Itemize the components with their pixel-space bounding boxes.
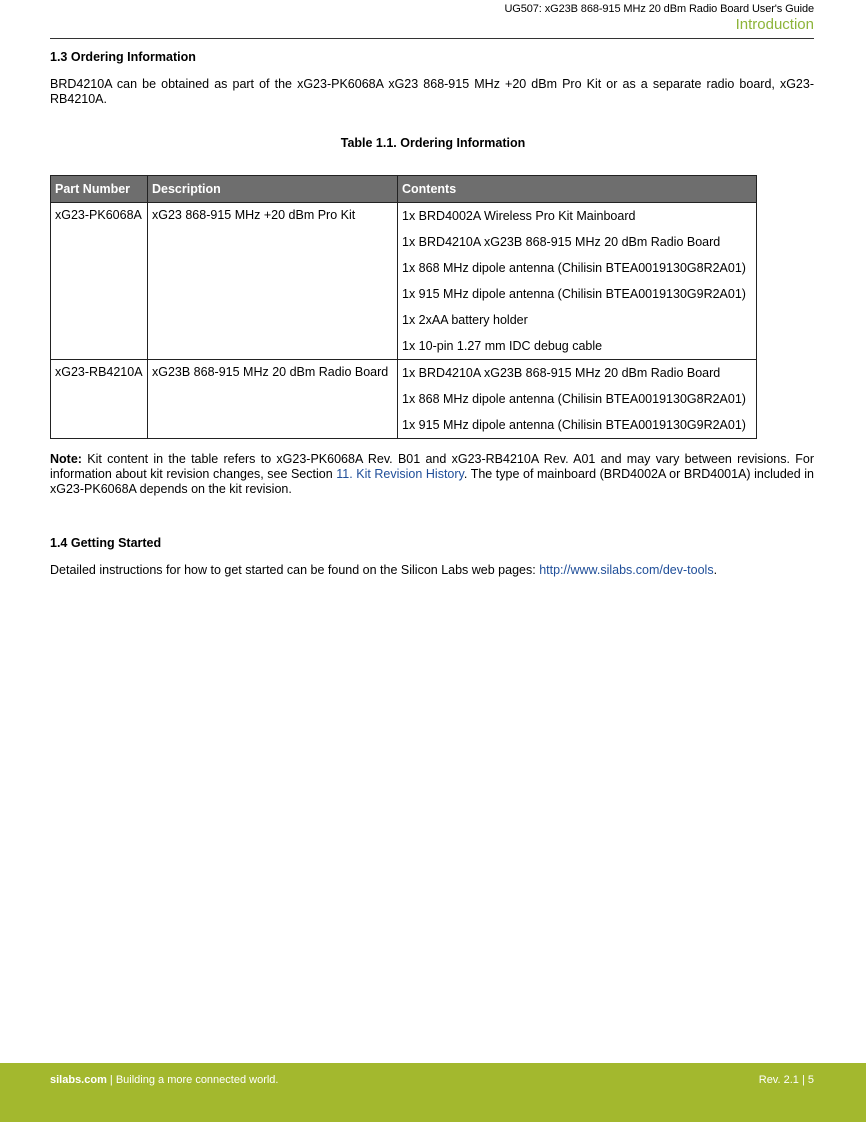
column-header-description: Description bbox=[148, 176, 398, 203]
header-divider bbox=[50, 38, 814, 39]
cell-content-item: 1x 868 MHz dipole antenna (Chilisin BTEA0019130G8R2A01) bbox=[398, 255, 757, 281]
cell-content-item: 1x BRD4210A xG23B 868-915 MHz 20 dBm Radio Board bbox=[398, 229, 757, 255]
table-header-row bbox=[51, 176, 757, 203]
table-row bbox=[51, 203, 757, 230]
note-label: Note: bbox=[50, 452, 82, 466]
cell-content-item: 1x 868 MHz dipole antenna (Chilisin BTEA0019130G8R2A01) bbox=[398, 386, 757, 412]
page-footer bbox=[0, 1063, 866, 1122]
footer-site: silabs.com bbox=[50, 1074, 107, 1086]
cell-content-item: 1x BRD4002A Wireless Pro Kit Mainboard bbox=[398, 203, 757, 230]
cell-description: xG23 868-915 MHz +20 dBm Pro Kit bbox=[148, 203, 398, 360]
note-text: Kit content in the table refers to xG23-PK6068A Rev. B01 and xG23-RB4210A Rev. A01 and may vary between revisions. For information about kit revision changes, see Section bbox=[50, 452, 814, 481]
getting-started-paragraph bbox=[50, 563, 814, 578]
heading-ordering-information: 1.3 Ordering Information bbox=[50, 50, 196, 64]
cell-content-item: 1x BRD4210A xG23B 868-915 MHz 20 dBm Radio Board bbox=[398, 360, 757, 387]
document-title: UG507: xG23B 868-915 MHz 20 dBm Radio Board User's Guide bbox=[504, 3, 814, 15]
footer-tagline: | Building a more connected world. bbox=[106, 1074, 279, 1086]
cell-content-item: 1x 2xAA battery holder bbox=[398, 307, 757, 333]
column-header-contents: Contents bbox=[398, 176, 757, 203]
column-header-part-number: Part Number bbox=[51, 176, 148, 203]
kit-revision-history-link[interactable]: 11. Kit Revision History bbox=[336, 467, 464, 481]
cell-description: xG23B 868-915 MHz 20 dBm Radio Board bbox=[148, 360, 398, 439]
footer-page-info: Rev. 2.1 | 5 bbox=[758, 1074, 814, 1086]
cell-content-item: 1x 915 MHz dipole antenna (Chilisin BTEA0019130G9R2A01) bbox=[398, 412, 757, 439]
ordering-table bbox=[50, 175, 757, 439]
getting-started-text-end: . bbox=[713, 563, 718, 577]
getting-started-text: Detailed instructions for how to get started can be found on the Silicon Labs web pages: bbox=[50, 563, 540, 577]
cell-content-item: 1x 10-pin 1.27 mm IDC debug cable bbox=[398, 333, 757, 360]
heading-getting-started: 1.4 Getting Started bbox=[50, 536, 162, 550]
footer-branding bbox=[50, 1074, 278, 1086]
table-row bbox=[51, 360, 757, 387]
ordering-paragraph: BRD4210A can be obtained as part of the xG23-PK6068A xG23 868-915 MHz +20 dBm Pro Kit or as a separate radio board, xG23-RB4210A. bbox=[50, 77, 814, 106]
table-caption: Table 1.1. Ordering Information bbox=[340, 136, 526, 150]
note-paragraph bbox=[50, 452, 814, 497]
cell-part-number: xG23-RB4210A bbox=[51, 360, 148, 439]
section-label: Introduction bbox=[735, 16, 814, 33]
cell-content-item: 1x 915 MHz dipole antenna (Chilisin BTEA0019130G9R2A01) bbox=[398, 281, 757, 307]
dev-tools-link[interactable]: http://www.silabs.com/dev-tools bbox=[539, 563, 714, 577]
note-text-end: . The type of mainboard (BRD4002A or BRD4001A) included in xG23-PK6068A depends on the kit revision. bbox=[50, 467, 814, 496]
cell-part-number: xG23-PK6068A bbox=[51, 203, 148, 360]
